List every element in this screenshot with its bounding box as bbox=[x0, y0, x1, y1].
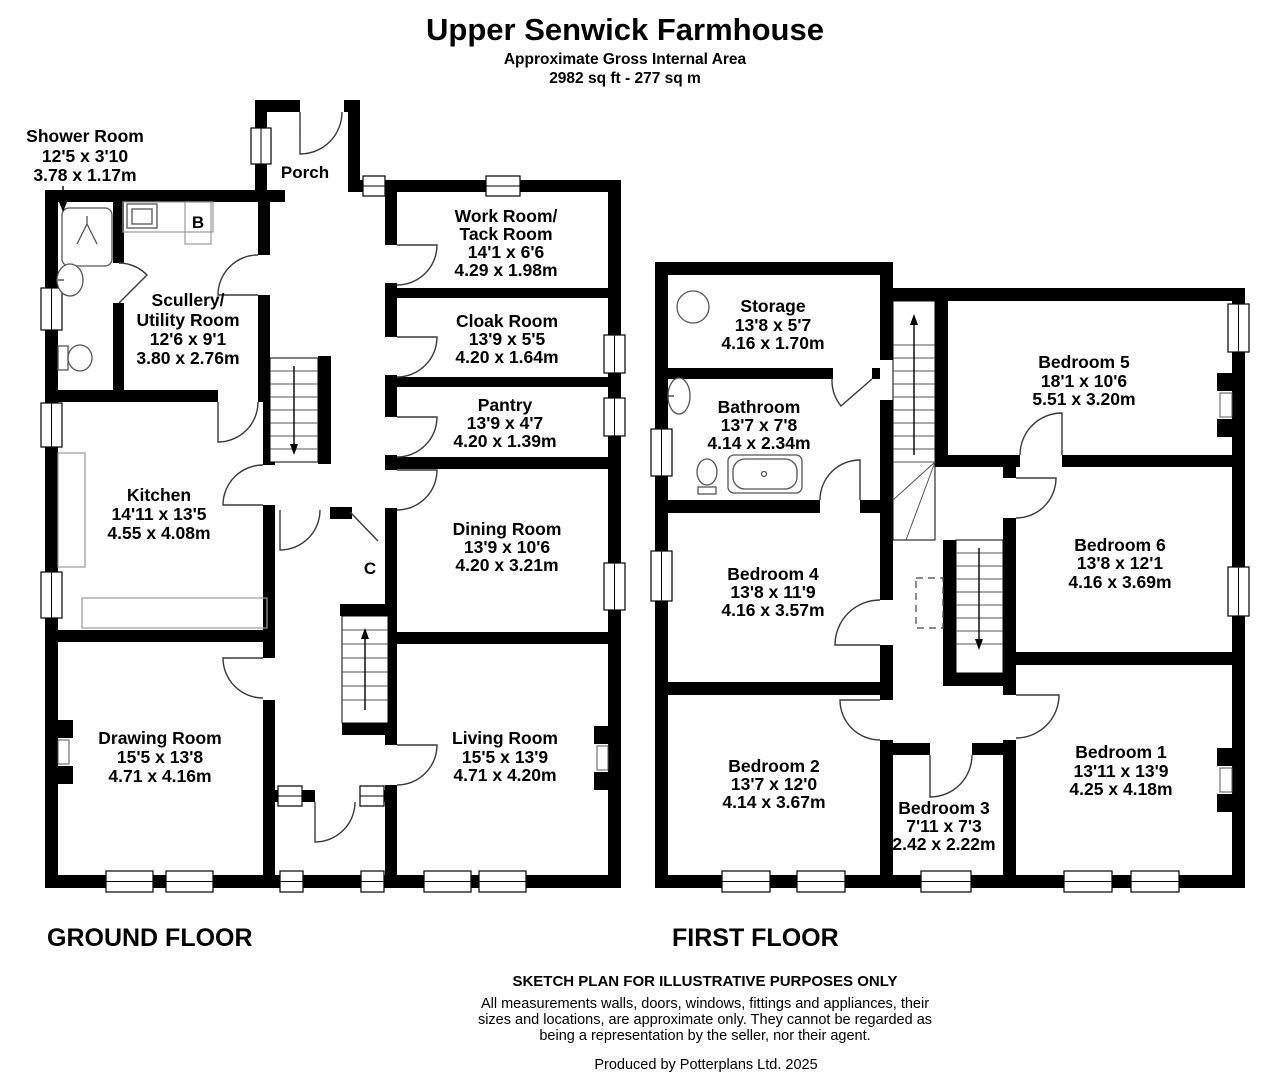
window bbox=[604, 563, 625, 610]
room-label-bathroom bbox=[707, 397, 810, 453]
svg-text:13'9 x 10'6: 13'9 x 10'6 bbox=[463, 537, 551, 557]
page-title: Upper Senwick Farmhouse bbox=[426, 12, 824, 47]
svg-text:4.14 x 3.67m: 4.14 x 3.67m bbox=[722, 792, 826, 812]
front-door bbox=[300, 112, 342, 154]
rear-lobby-door bbox=[315, 802, 355, 842]
svg-text:Scullery/: Scullery/ bbox=[151, 290, 225, 310]
svg-text:4.20 x 1.64m: 4.20 x 1.64m bbox=[455, 347, 559, 367]
svg-text:13'8 x 11'9: 13'8 x 11'9 bbox=[730, 582, 816, 602]
hall-door bbox=[280, 510, 320, 550]
svg-text:Storage: Storage bbox=[740, 296, 806, 316]
svg-text:14'11 x 13'5: 14'11 x 13'5 bbox=[111, 504, 207, 524]
shower-room-door bbox=[119, 263, 147, 303]
page-subtitle: Approximate Gross Internal Area bbox=[503, 51, 747, 68]
bathtub-drain bbox=[762, 472, 767, 477]
first-stairs-rear bbox=[916, 540, 1003, 673]
window bbox=[166, 871, 213, 892]
window bbox=[651, 551, 672, 601]
svg-text:Pantry: Pantry bbox=[477, 395, 533, 415]
shower-wc-tank bbox=[58, 346, 68, 370]
window bbox=[921, 871, 971, 892]
disclaimer-line1: All measurements walls, doors, windows, fittings and appliances, their bbox=[480, 996, 930, 1012]
room-label-bedroom3 bbox=[892, 798, 995, 854]
room-label-pantry bbox=[453, 395, 556, 451]
room-label-drawing bbox=[98, 728, 221, 786]
svg-text:13'8 x 5'7: 13'8 x 5'7 bbox=[734, 315, 812, 335]
boiler-label: B bbox=[191, 213, 205, 232]
disclaimer-line2: sizes and locations, are approximate only. They cannot be regarded as bbox=[477, 1012, 933, 1028]
svg-text:Dining Room: Dining Room bbox=[452, 519, 562, 539]
bedroom5-door bbox=[1020, 413, 1062, 455]
window bbox=[604, 335, 625, 373]
svg-text:4.29 x 1.98m: 4.29 x 1.98m bbox=[454, 260, 558, 280]
svg-text:2.42 x 2.22m: 2.42 x 2.22m bbox=[892, 834, 996, 854]
svg-text:Living Room: Living Room bbox=[452, 728, 558, 748]
svg-text:7'11 x 7'3: 7'11 x 7'3 bbox=[906, 816, 982, 836]
svg-text:13'11 x 13'9: 13'11 x 13'9 bbox=[1073, 761, 1169, 781]
window bbox=[1131, 871, 1179, 892]
svg-text:Bedroom 3: Bedroom 3 bbox=[898, 798, 990, 818]
dining-room-door bbox=[397, 470, 437, 510]
scullery-door bbox=[218, 255, 258, 295]
window bbox=[280, 871, 303, 892]
window bbox=[41, 403, 62, 447]
footer bbox=[478, 973, 932, 1073]
first-stairs-main bbox=[893, 301, 935, 540]
bedroom6-door bbox=[1016, 478, 1056, 518]
room-label-cloak bbox=[455, 311, 558, 367]
svg-text:Bedroom 1: Bedroom 1 bbox=[1075, 742, 1167, 762]
disclaimer-title: SKETCH PLAN FOR ILLUSTRATIVE PURPOSES ONLY bbox=[512, 973, 898, 990]
svg-text:13'7 x 12'0: 13'7 x 12'0 bbox=[730, 774, 818, 794]
room-label-kitchen bbox=[107, 485, 210, 543]
window bbox=[363, 176, 385, 196]
bedroom2-door bbox=[840, 700, 880, 740]
header bbox=[426, 12, 824, 87]
bedroom5-fireplace bbox=[1220, 393, 1232, 417]
drawing-room-door bbox=[223, 658, 263, 698]
scullery-sink-bowl bbox=[132, 209, 152, 224]
work-room-door bbox=[397, 245, 437, 285]
page-area: 2982 sq ft - 277 sq m bbox=[549, 70, 701, 87]
room-label-bedroom2 bbox=[722, 756, 825, 812]
room-label-bedroom5 bbox=[1032, 352, 1135, 409]
svg-text:15'5 x 13'9: 15'5 x 13'9 bbox=[461, 747, 549, 767]
window bbox=[251, 128, 271, 164]
first-floor-title: FIRST FLOOR bbox=[672, 924, 839, 952]
reduced-headroom-outline bbox=[916, 578, 943, 628]
svg-text:Bedroom 2: Bedroom 2 bbox=[728, 756, 820, 776]
room-label-storage bbox=[721, 296, 824, 353]
cloak-room-door bbox=[397, 337, 437, 377]
window bbox=[106, 871, 153, 892]
ground-stairs-main bbox=[270, 358, 318, 462]
bathroom-wc-base bbox=[698, 487, 716, 494]
window bbox=[361, 871, 384, 892]
room-label-bedroom1 bbox=[1069, 742, 1172, 799]
svg-text:Bedroom 6: Bedroom 6 bbox=[1074, 535, 1166, 555]
svg-text:4.14 x 2.34m: 4.14 x 2.34m bbox=[707, 433, 811, 453]
svg-text:4.71 x 4.16m: 4.71 x 4.16m bbox=[108, 766, 212, 786]
storage-door bbox=[832, 379, 872, 406]
window bbox=[486, 176, 520, 196]
window bbox=[41, 288, 62, 330]
bathroom-door bbox=[820, 460, 860, 500]
window bbox=[1228, 304, 1249, 352]
svg-text:Work Room/: Work Room/ bbox=[454, 206, 558, 226]
room-label-bedroom6 bbox=[1068, 535, 1171, 592]
svg-text:14'1 x 6'6: 14'1 x 6'6 bbox=[467, 242, 545, 262]
bathroom-wc bbox=[697, 459, 717, 485]
svg-text:Tack Room: Tack Room bbox=[459, 224, 553, 244]
pantry-door bbox=[397, 417, 437, 457]
svg-text:4.55 x 4.08m: 4.55 x 4.08m bbox=[107, 523, 211, 543]
ground-stairs-rear bbox=[342, 616, 388, 723]
kitchen-door bbox=[223, 465, 263, 505]
window bbox=[651, 429, 672, 476]
ground-fixtures bbox=[57, 202, 267, 628]
window bbox=[797, 871, 845, 892]
window bbox=[1064, 871, 1112, 892]
svg-text:4.71 x 4.20m: 4.71 x 4.20m bbox=[453, 765, 557, 785]
svg-text:Bedroom 4: Bedroom 4 bbox=[727, 564, 819, 584]
svg-text:13'9 x 4'7: 13'9 x 4'7 bbox=[466, 413, 544, 433]
window bbox=[41, 572, 62, 618]
svg-text:4.16 x 3.69m: 4.16 x 3.69m bbox=[1068, 572, 1172, 592]
svg-text:12'5 x 3'10: 12'5 x 3'10 bbox=[41, 146, 129, 166]
porch-label: Porch bbox=[280, 163, 330, 182]
room-label-living bbox=[452, 728, 558, 785]
svg-text:13'8 x 12'1: 13'8 x 12'1 bbox=[1076, 553, 1164, 573]
cupboard-label: C bbox=[363, 559, 377, 578]
svg-text:13'7 x 7'8: 13'7 x 7'8 bbox=[720, 415, 798, 435]
svg-text:Shower Room: Shower Room bbox=[26, 126, 144, 146]
cupboard-door-leaf bbox=[350, 512, 378, 541]
ground-floor-title: GROUND FLOOR bbox=[47, 924, 253, 952]
svg-text:Bathroom: Bathroom bbox=[717, 397, 801, 417]
svg-text:4.25 x 4.18m: 4.25 x 4.18m bbox=[1069, 779, 1173, 799]
window bbox=[424, 871, 471, 892]
living-room-fireplace bbox=[597, 746, 608, 770]
drawing-room-fireplace bbox=[58, 740, 69, 764]
svg-text:Cloak Room: Cloak Room bbox=[455, 311, 559, 331]
living-room-door bbox=[397, 745, 437, 785]
bedroom4-door bbox=[835, 600, 880, 645]
svg-text:4.20 x 1.39m: 4.20 x 1.39m bbox=[453, 431, 557, 451]
svg-text:Kitchen: Kitchen bbox=[126, 485, 192, 505]
window bbox=[278, 786, 302, 806]
svg-text:3.78 x 1.17m: 3.78 x 1.17m bbox=[33, 165, 137, 185]
scullery-kitchen-door bbox=[218, 402, 258, 442]
kitchen-counter-left bbox=[58, 453, 85, 567]
svg-text:15'5 x 13'8: 15'5 x 13'8 bbox=[116, 747, 204, 767]
bedroom1-door bbox=[1016, 695, 1059, 738]
bedroom1-fireplace bbox=[1220, 768, 1232, 792]
storage-tank bbox=[677, 291, 709, 323]
shower-wc bbox=[68, 345, 92, 371]
room-label-scullery bbox=[136, 290, 239, 368]
window bbox=[722, 871, 770, 892]
svg-text:4.20 x 3.21m: 4.20 x 3.21m bbox=[455, 555, 559, 575]
kitchen-counter-bottom bbox=[82, 598, 267, 628]
disclaimer-line3: being a representation by the seller, nor their agent. bbox=[539, 1028, 871, 1044]
svg-text:Bedroom 5: Bedroom 5 bbox=[1038, 352, 1130, 372]
svg-text:Drawing Room: Drawing Room bbox=[98, 728, 222, 748]
svg-text:18'1 x 10'6: 18'1 x 10'6 bbox=[1040, 371, 1128, 391]
room-label-dining bbox=[453, 519, 562, 575]
svg-text:13'9 x 5'5: 13'9 x 5'5 bbox=[468, 329, 546, 349]
window bbox=[360, 786, 384, 806]
window bbox=[1228, 567, 1249, 616]
bedroom3-door bbox=[930, 755, 972, 797]
room-label-workroom bbox=[454, 206, 557, 280]
room-label-bedroom4 bbox=[721, 564, 824, 620]
svg-text:3.80 x 2.76m: 3.80 x 2.76m bbox=[136, 348, 240, 368]
svg-text:12'6 x 9'1: 12'6 x 9'1 bbox=[149, 329, 227, 349]
svg-text:Utility Room: Utility Room bbox=[136, 310, 240, 330]
window bbox=[479, 871, 526, 892]
svg-text:4.16 x 3.57m: 4.16 x 3.57m bbox=[721, 600, 825, 620]
producer-credit: Produced by Potterplans Ltd. 2025 bbox=[594, 1057, 818, 1073]
window bbox=[604, 398, 625, 436]
svg-text:4.16 x 1.70m: 4.16 x 1.70m bbox=[721, 333, 825, 353]
svg-text:5.51 x 3.20m: 5.51 x 3.20m bbox=[1032, 389, 1136, 409]
